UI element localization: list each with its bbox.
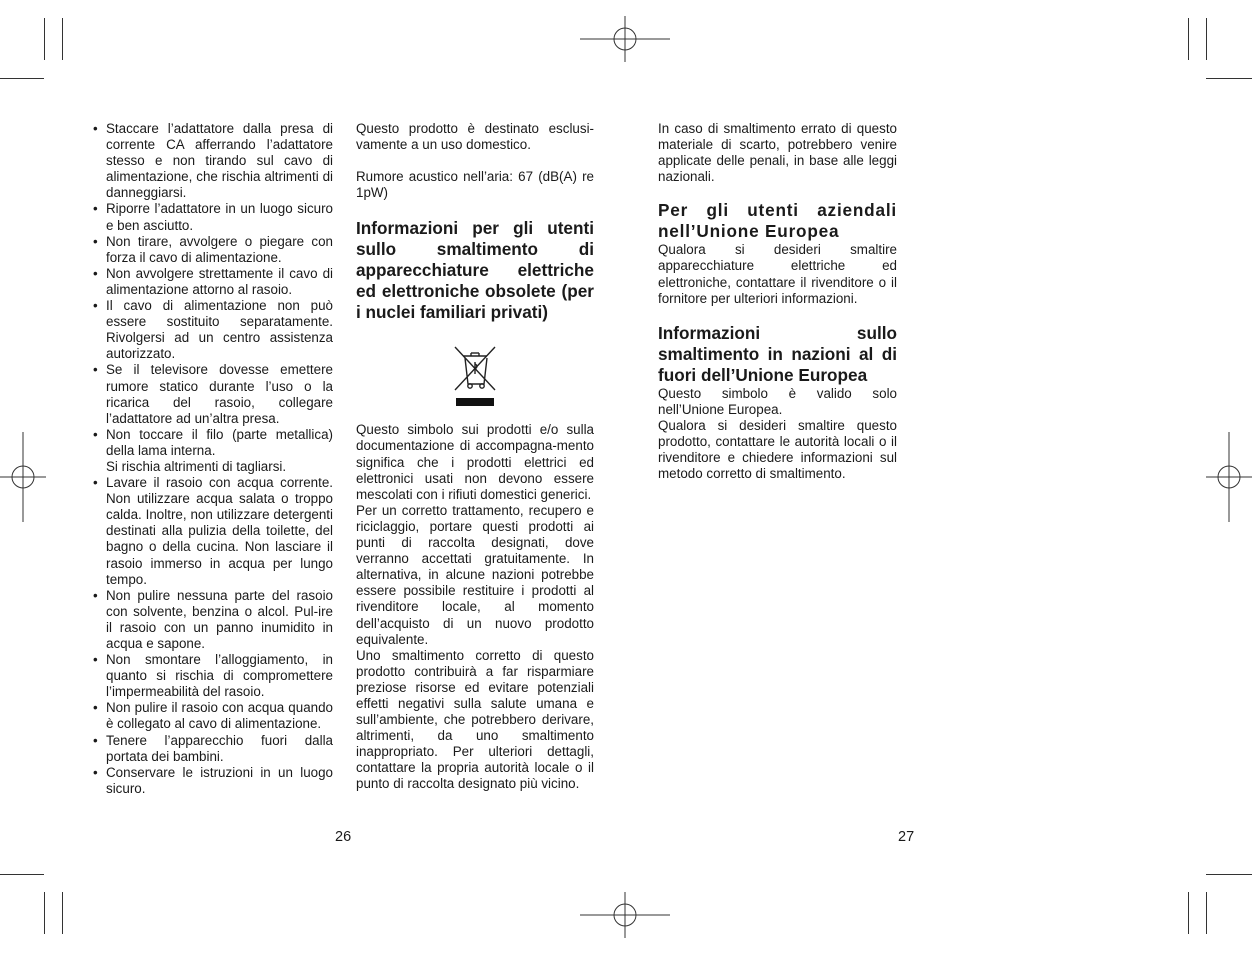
list-item: • Non toccare il filo (parte metallica) della lama interna. Si rischia altrimenti di tagliarsi. [93, 427, 333, 475]
page-number-right: 27 [898, 829, 915, 845]
list-item: • Staccare l’adattatore dalla presa di corrente CA afferrando l’adattatore stesso e non tirando sul cavo di alimentazione, che rischia altrimenti di danneggiarsi. [93, 121, 333, 201]
business-users-heading: Per gli utenti aziendali nell’Unione Europea [658, 200, 897, 242]
list-item: • Non tirare, avvolgere o piegare con forza il cavo di alimentazione. [93, 234, 333, 266]
list-item: • Tenere l’apparecchio fuori dalla portata dei bambini. [93, 733, 333, 765]
safety-list [93, 121, 333, 797]
registration-mark-top [578, 16, 672, 62]
registration-mark-bottom [578, 892, 672, 938]
list-item: • Non avvolgere strettamente il cavo di alimentazione attorno al rasoio. [93, 266, 333, 298]
list-item: • Riporre l’adattatore in un luogo sicuro e ben asciutto. [93, 201, 333, 233]
penalty-text: In caso di smaltimento errato di questo materiale di scarto, potrebbero venire applicate delle penali, in base alle leggi nazionali. [658, 121, 897, 185]
list-item: • Il cavo di alimentazione non può essere sostituito separatamente. Rivolgersi ad un centro assistenza autorizzato. [93, 298, 333, 362]
outside-eu-paragraph-2: Qualora si desideri smaltire questo prodotto, contattare le autorità locali o il rivenditore e chiedere informazioni sul metodo corretto di smaltimento. [658, 417, 897, 482]
disposal-paragraph-2: Per un corretto trattamento, recupero e riciclaggio, portare questi prodotti ai punti di raccolta designati, dove verranno accettati gratuitamente. In alternativa, in alcune nazioni potrebbe essere possibile restituire i prodotti al rivenditore locale, al momento dell’acquisto di un nuovo prodotto equivalente. [356, 502, 594, 647]
list-item-note: Si rischia altrimenti di tagliarsi. [106, 458, 287, 474]
list-item: • Non smontare l’alloggiamento, in quanto si rischia di compromettere l’impermeabilità del rasoio. [93, 652, 333, 700]
list-item: • Non pulire nessuna parte del rasoio con solvente, benzina o alcol. Pul-ire il rasoio con un panno inumidito in acqua e sapone. [93, 588, 333, 652]
business-users-text: Qualora si desideri smaltire apparecchiature elettriche ed elettroniche, contattare il rivenditore o il fornitore per ulteriori informazioni. [658, 242, 897, 306]
disposal-paragraph-3: Uno smaltimento corretto di questo prodotto contribuirà a far risparmiare preziose risorse ed evitare potenziali effetti negativi sulla salute umana e sull’ambiente, che potrebbero derivare, altrimenti, da uno smaltimento inappropriato. Per ulteriori dettagli, contattare la propria autorità locale o il punto di raccolta designato più vicino. [356, 647, 594, 792]
list-item: • Lavare il rasoio con acqua corrente. Non utilizzare acqua salata o troppo calda. Inoltre, non utilizzare detergenti destinati alla pulizia della toilette, del bagno o della cucina. Non lasciare il rasoio immerso in acqua per lungo tempo. [93, 475, 333, 588]
outside-eu-heading: Informazioni sullo smaltimento in nazioni al di fuori dell’Unione Europea [658, 322, 897, 385]
registration-mark-right [1206, 432, 1252, 522]
list-item: • Se il televisore dovesse emettere rumore statico durante l’uso o la ricarica del rasoio, collegare l’adattatore ad un’altra presa. [93, 362, 333, 426]
list-item: • Conservare le istruzioni in un luogo sicuro. [93, 765, 333, 797]
domestic-use-text: Questo prodotto è destinato esclusi-vamente a un uso domestico. [356, 121, 594, 153]
crossed-out-wheelie-bin-icon [453, 344, 497, 408]
disposal-info-column [356, 121, 594, 793]
noise-text: Rumore acustico nell’aria: 67 (dB(A) re 1pW) [356, 169, 594, 201]
outside-eu-paragraph-1: Questo simbolo è valido solo nell’Unione Europea. [658, 385, 897, 417]
registration-mark-left [0, 432, 46, 522]
page-number-left: 26 [335, 829, 352, 845]
disposal-paragraph-1: Questo simbolo sui prodotti e/o sulla documentazione di accompagna-mento significa che i prodotti elettrici ed elettronici usati non devono essere mescolati con i rifiuti domestici generici. [356, 422, 594, 502]
right-page-column [658, 121, 897, 482]
list-item: • Non pulire il rasoio con acqua quando è collegato al cavo di alimentazione. [93, 700, 333, 732]
safety-instructions-column [93, 121, 333, 797]
disposal-heading: Informazioni per gli utenti sullo smaltimento di apparecchiature elettriche ed elettroniche obsolete (per i nuclei familiari privati) [356, 218, 594, 323]
